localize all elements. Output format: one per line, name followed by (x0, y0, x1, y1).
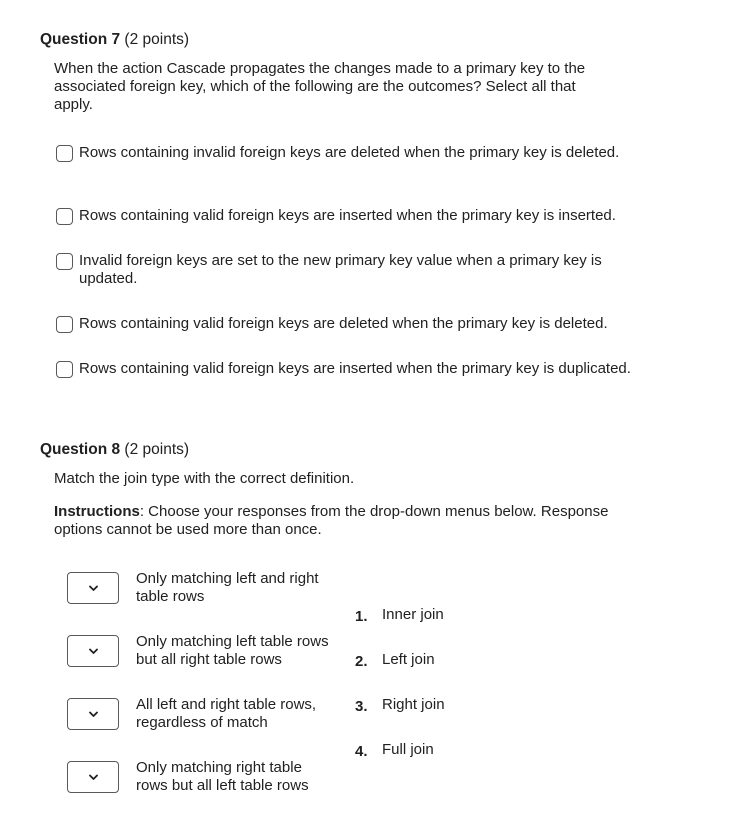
checkbox[interactable] (56, 145, 73, 162)
match-dropdown-3[interactable] (67, 698, 119, 730)
chevron-down-icon (89, 711, 98, 718)
definition-3: All left and right table rows, regardless of match (136, 696, 317, 731)
checkbox[interactable] (56, 316, 73, 333)
question-7-prompt: When the action Cascade propagates the changes made to a primary key to the associated foreign key, which of the following are the outcomes? Select all that apply. (54, 60, 586, 113)
chevron-down-icon (89, 774, 98, 781)
question-8-prompt: Match the join type with the correct definition. (54, 470, 355, 487)
question-8-header (40, 441, 189, 459)
question-7-points: (2 points) (124, 31, 190, 48)
answer-label-2: Left join (382, 651, 435, 668)
instructions-label: Instructions (54, 503, 140, 520)
chevron-down-icon (89, 585, 98, 592)
definition-4: Only matching right table rows but all left table rows (136, 759, 309, 794)
option-label: Rows containing invalid foreign keys are deleted when the primary key is deleted. (79, 144, 620, 161)
question-7-title: Question 7 (40, 31, 121, 48)
definition-1: Only matching left and right table rows (136, 570, 319, 605)
checkbox[interactable] (56, 361, 73, 378)
answer-number-1: 1. (355, 608, 368, 625)
option-label: Rows containing valid foreign keys are deleted when the primary key is deleted. (79, 315, 608, 332)
checkbox[interactable] (56, 208, 73, 225)
definition-2: Only matching left table rows but all right table rows (136, 633, 329, 668)
chevron-down-icon (89, 648, 98, 655)
match-dropdown-2[interactable] (67, 635, 119, 667)
q7-option-3[interactable] (56, 252, 635, 288)
instructions-text: : Choose your responses from the drop-down menus below. Response options cannot be used more than once. (54, 503, 609, 538)
answer-label-3: Right join (382, 696, 445, 713)
answer-label-4: Full join (382, 741, 434, 758)
answer-label-1: Inner join (382, 606, 444, 623)
match-dropdown-4[interactable] (67, 761, 119, 793)
q7-option-4[interactable] (56, 315, 635, 333)
question-8-title: Question 8 (40, 441, 121, 458)
answer-number-3: 3. (355, 698, 368, 715)
answer-number-4: 4. (355, 743, 368, 760)
checkbox[interactable] (56, 253, 73, 270)
answer-number-2: 2. (355, 653, 368, 670)
q7-option-2[interactable] (56, 207, 635, 225)
question-8-points: (2 points) (124, 441, 190, 458)
question-7-header (40, 31, 189, 49)
option-label: Invalid foreign keys are set to the new primary key value when a primary key is updated. (79, 252, 602, 287)
match-dropdown-1[interactable] (67, 572, 119, 604)
q7-option-1[interactable] (56, 144, 635, 162)
q7-option-5[interactable] (56, 360, 635, 378)
question-8-instructions (54, 503, 614, 539)
option-label: Rows containing valid foreign keys are inserted when the primary key is inserted. (79, 207, 616, 224)
option-label: Rows containing valid foreign keys are inserted when the primary key is duplicated. (79, 360, 631, 377)
